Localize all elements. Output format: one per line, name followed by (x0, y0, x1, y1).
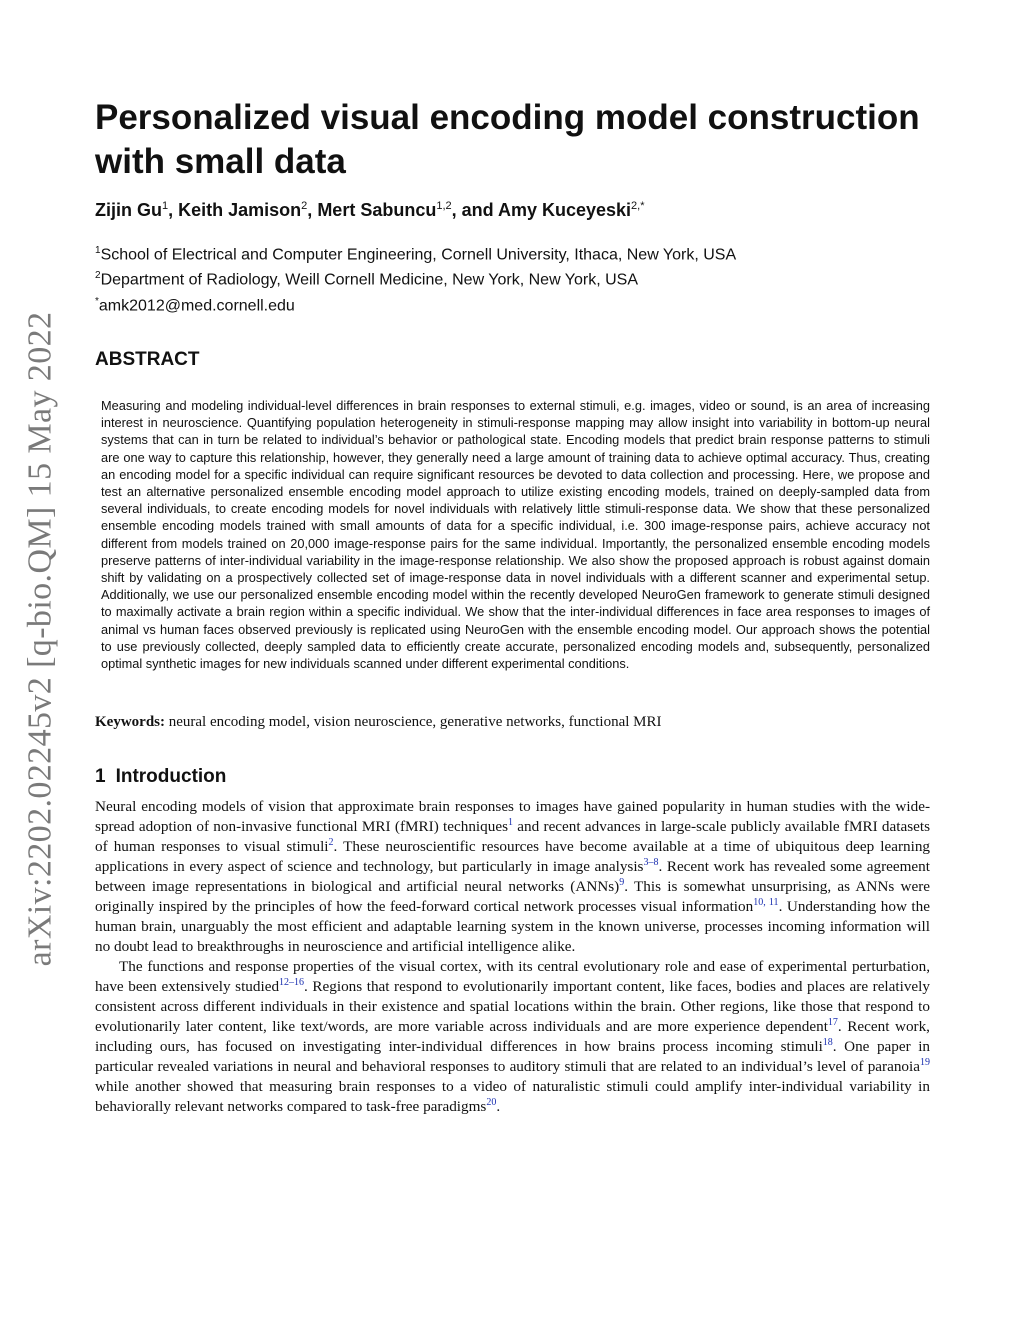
paragraph-text: . (496, 1098, 501, 1116)
author-name: Keith Jamison (178, 200, 302, 220)
author-name: Zijin Gu (95, 200, 162, 220)
keywords (95, 712, 930, 732)
author-affil-mark: 2 (301, 200, 308, 212)
keywords-label: Keywords: (95, 714, 165, 731)
keywords-text: neural encoding model, vision neuroscience, generative networks, functional MRI (168, 714, 662, 731)
affiliation-line (95, 291, 930, 316)
paragraph-text: . One paper in particular revealed variations in neural and behavioral responses to auditory stimuli that are related to an individual’s level of paranoia (95, 1038, 931, 1076)
paragraph-text: . This is somewhat unsurprising, as ANNs were originally inspired by the principles of how the feed-forward cortical network processes visual information (95, 878, 930, 916)
affiliations (95, 240, 930, 316)
affiliation-text: School of Electrical and Computer Engineering, Cornell University, Ithaca, New York, USA (100, 246, 737, 264)
author-affil-mark: 1,2 (436, 200, 452, 212)
author-affil-mark: 2,* (631, 200, 645, 212)
affiliation-text: Department of Radiology, Weill Cornell Medicine, New York, New York, USA (100, 271, 638, 289)
section-number: 1 (95, 766, 106, 788)
paragraph-text: Neural encoding models of vision that approximate brain responses to images have gained popularity in human studies with the wide-spread adoption of non-invasive functional MRI (fMRI) techniques (95, 798, 930, 836)
citation-link[interactable]: 18 (822, 1037, 833, 1049)
author-name: Mert Sabuncu (317, 200, 437, 220)
arxiv-identifier: arXiv:2202.02245v2 [q-bio.QM] 15 May 2022 (21, 311, 58, 967)
paragraph-text: . Recent work, including ours, has focused on investigating inter-individual differences in how brains process incoming stimuli (95, 1018, 930, 1056)
author-separator: , and (451, 200, 498, 220)
paragraph-text: . Regions that respond to evolutionarily important content, like faces, bodies and places are relatively consistent across different individuals in their existence and spatial locations within the brain. Other regions, like those that respond to evolutionarily later content, like text/words, are more variable across individuals and are more experience dependent (95, 978, 930, 1036)
section-title: Introduction (115, 766, 227, 788)
section-heading-introduction (95, 765, 930, 789)
affiliation-mark: 2 (95, 270, 101, 282)
citation-link[interactable]: 10, 11 (753, 897, 779, 909)
citation-link[interactable]: 2 (328, 837, 334, 849)
citation-link[interactable]: 3–8 (643, 857, 659, 869)
paragraph-text: while another showed that measuring brain responses to a video of naturalistic stimuli could amplify inter-individual variability in behaviorally relevant networks compared to task-free paradigms (95, 1078, 930, 1116)
author-list (95, 194, 930, 222)
affiliation-line (95, 265, 930, 290)
author-separator: , (307, 200, 318, 220)
author-affil-mark: 1 (162, 200, 169, 212)
paragraph-text: The functions and response properties of the visual cortex, with its central evolutionary role and ease of experimental perturbation, have been extensively studied (95, 958, 930, 996)
intro-paragraph-1 (95, 797, 930, 957)
citation-link[interactable]: 9 (619, 877, 625, 889)
title-line: Personalized visual encoding model construction (95, 98, 920, 137)
paragraph-text: and recent advances in large-scale publicly available fMRI datasets of human responses to visual stimuli (95, 818, 930, 856)
paper-title (95, 96, 930, 184)
citation-link[interactable]: 12–16 (279, 977, 305, 989)
author-separator: , (168, 200, 179, 220)
affiliation-mark: * (95, 295, 99, 307)
citation-link[interactable]: 19 (920, 1057, 930, 1069)
affiliation-mark: 1 (95, 245, 101, 256)
arxiv-identifier-strip (16, 311, 64, 967)
affiliation-line (95, 240, 930, 265)
abstract-heading: ABSTRACT (95, 348, 200, 370)
title-line: with small data (95, 142, 346, 181)
author-name: Amy Kuceyeski (497, 200, 632, 220)
citation-link[interactable]: 17 (827, 1017, 838, 1029)
abstract-text: Measuring and modeling individual-level differences in brain responses to external stimuli, e.g. images, video or sound, is an area of increasing interest in neuroscience. Quantifying population heterogeneity in stimuli-response mapping may allow insight into variability in bottom-up neural systems that can in turn be related to individual’s behavior or pathological state. Encoding models that predict brain response patterns to stimuli are one way to capture this relationship, however, they generally need a large amount of training data to achieve optimal accuracy. Thus, creating an encoding model for a specific individual can require significant resources be devoted to data collection and processing. Here, we propose and test an alternative personalized ensemble encoding model approach to utilize existing encoding models, trained on deeply-sampled data from several individuals, to create encoding models for novel individuals with relatively little stimuli-response data. We show that these personalized ensemble encoding models trained with small amounts of data for a specific individual, i.e. 300 image-response pairs, achieve accuracy not different from models trained on 20,000 image-response pairs for the same individual. Importantly, the personalized ensemble encoding models preserve patterns of inter-individual variability in the image-response relationship. We also show the proposed approach is robust against domain shift by validating on a prospectively collected set of image-response data in novel individuals with a different scanner and experimental setup. Additionally, we use our personalized ensemble encoding model within the recently developed NeuroGen framework to generate stimuli designed to maximally activate a brain region within a specific individual. We show that the inter-individual differences in face area responses to images of animal vs human faces observed previously is replicated using NeuroGen with the ensemble encoding model. Our approach shows the potential to use previously collected, deeply sampled data to efficiently create accurate, personalized encoding models and, subsequently, personalized optimal synthetic images for new individuals scanned under different experimental conditions. (101, 397, 930, 672)
citation-link[interactable]: 20 (486, 1097, 497, 1109)
corresponding-email: amk2012@med.cornell.edu (98, 296, 295, 314)
paper-first-page (95, 96, 930, 1117)
citation-link[interactable]: 1 (508, 817, 513, 829)
paragraph-text: . Understanding how the human brain, unarguably the most efficient and adaptable learning system in the known universe, processes incoming information will no doubt lead to breakthroughs in neuroscience and artificial intelligence alike. (95, 898, 930, 956)
paragraph-text: . These neuroscientific resources have become available at a time of ubiquitous deep learning applications in every aspect of science and technology, but particularly in image analysis (95, 838, 931, 876)
intro-paragraph-2 (95, 957, 930, 1117)
paragraph-text: . Recent work has revealed some agreement between image representations in biological and artificial neural networks (ANNs) (95, 858, 930, 896)
